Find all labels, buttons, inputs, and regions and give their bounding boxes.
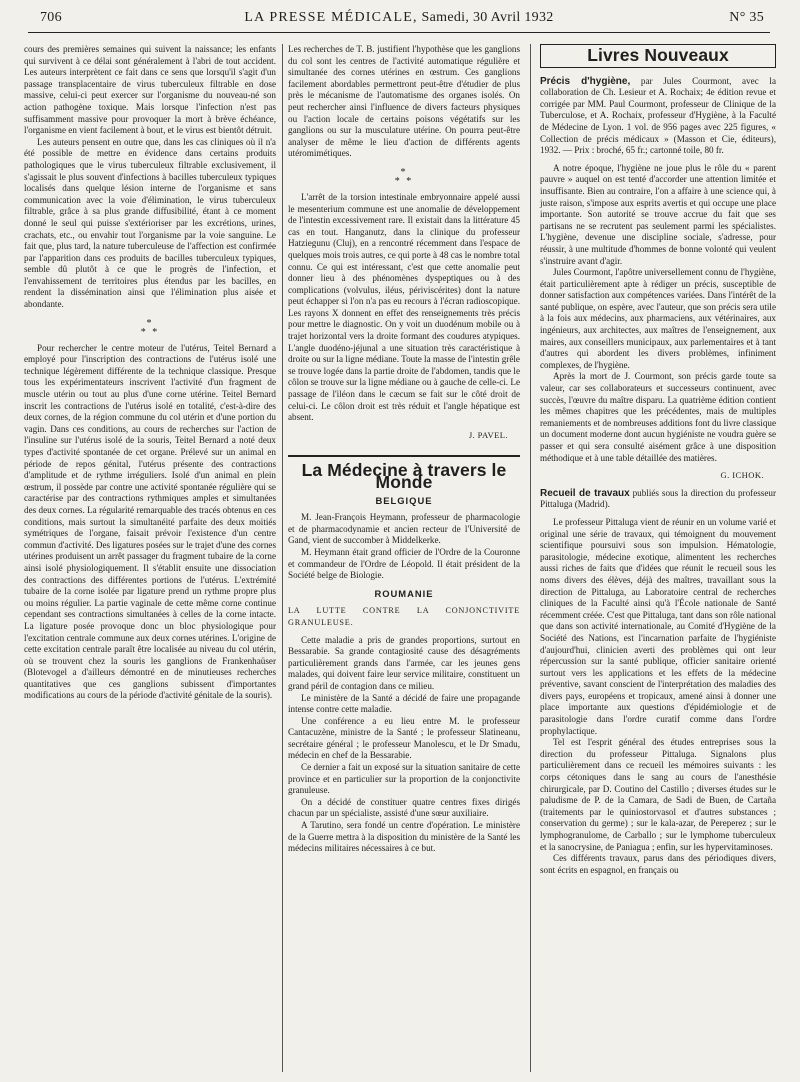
paragraph: Le professeur Pittaluga vient de réunir en un volume varié et original une série de travaux, qui témoignent du mouvement scientifique poursuivi sous son impulsion. Hématologie, parasitologie, médecine exotique, alimentent les recherches aussi riches de faits que d'idées que réunit le recueil sous les noms divers des élèves, déjà des maîtres, travaillant sous la direction de Pittaluga, au Laboratoire central de recherches cliniques de la Faculté ainsi qu'à l'École nationale de Santé récemment créée. C'est que Pittaluga, tant dans son rôle national que dans son activité internationale, au Comité d'Hygiène de la Société des Nations, est l'incarnation parfaite de l'hygiéniste d'aujourd'hui, clinicien averti des problèmes qui ont leur répercussion sur la santé publique, officier sanitaire orienté surtout vers les applications et les effets de la médecine préventive, savant conscient de l'interprétation des maladies des divers pays, européens et tropicaux, amené ainsi à donner une place importante aux questions d'épidémiologie et de parasitologie dans l'ordre curatif comme dans l'ordre prophylactique.: [540, 516, 776, 736]
column-divider: [282, 44, 283, 1072]
paragraph: A Tarutino, sera fondé un centre d'opération. Le ministère de la Guerre mettra à la disposition du ministère de la Santé les médecins militaires nécessaires à ce but.: [288, 820, 520, 854]
paragraph: Jules Courmont, l'apôtre universellement connu de l'hygiène, était particulièrement apte à rédiger un précis, susceptible de donner satisfaction aux compétences variées. Dans l'intérêt de la santé publique, on espère, avec l'auteur, que son précis sera utile à la fois aux médecins, aux pharmaciens, aux vétérinaires, aux ingénieurs, aux architectes, aux maîtres de l'enseignement, aux maires, aux conseillers municipaux, aux parlementaires et à tant d'autres qui abordent les divers problèmes, infiniment complexes, de l'hygiène.: [540, 267, 776, 370]
paragraph: L'arrêt de la torsion intestinale embryonnaire appelé aussi le mesenterium commune est une anomalie de développement de l'intestin excessivement rare. Il existait dans la littérature 45 cas en tout. Hanganutz, dans la clinique du professeur Hatziegunu (Cluj), en a rencontré récemment dans l'espace de quelques mois trois autres, ce qui porte à 48 cas le nombre total connu. Ce qui est intéressant, c'est que cette anomalie peut donner lieu à des phénomènes dyspeptiques ou à des complications (volvulus, iléus, périviscérites) dont la nature peut échapper si l'on n'a pas eu recours à l'écran radioscopique. Les rayons X donnent en effet des renseignements très précis pour mettre le diagnostic. On y voit un duodénum mobile ou à trajet horizontal vers la droite formant des coudures atypiques. L'angle duodéno-jéjunal a une situation très caractéristique à droite ou sur la ligne médiane. Toute la masse de l'intestin grêle se trouve logée dans la partie droite de l'abdomen, tandis que le côlon se trouve sur la ligne médiane ou à gauche de celle-ci. Le passage de l'iléon dans le cæcum se fait sur le côté droit de celui-ci. Le côlon droit est très réduit et l'angle hépatique est absent.: [288, 191, 520, 423]
header-rule: [28, 32, 770, 33]
book-details: par Jules Courmont, avec la collaboration de Ch. Lesieur et A. Rochaix; 4e édition revue et corrigée par MM. Paul Courmont, professeur de Clinique de la Tuberculose, et A. Rochaix, professeur d'Hygiène, à la Faculté de Médecine de Lyon. 1 vol. de 956 pages avec 225 figures, « Collection de précis médicaux » (Masson et Cie, éditeurs), 1932. — Prix : broché, 65 fr.; cartonné toile, 80 fr.: [540, 75, 776, 156]
paragraph: Ces différents travaux, parus dans des périodiques divers, sont écrits en espagnol, en français ou: [540, 853, 776, 875]
paragraph: A notre époque, l'hygiène ne joue plus le rôle du « parent pauvre » auquel on est tenté d'accorder une attention limitée et insuffisante. Bien au contraire, l'on a affaire à une science qui, à juste raison, s'impose aux esprits avertis et qui occupe une place importante. Son autorité se trouve accrue du fait que ses partisans ne se recrutent pas seulement parmi les spécialistes. L'hygiène, devenue une discipline sociale, s'adresse, pour réussir, à une multitude d'hommes de bonne volonté qui veulent s'instruire avant d'agir.: [540, 162, 776, 266]
journal-name: LA PRESSE MÉDICALE,: [244, 10, 418, 25]
section-break-asterisks: * * *: [394, 166, 414, 187]
section-title-box: [540, 44, 776, 68]
paragraph: Les auteurs pensent en outre que, dans les cas cliniques où il n'a été possible de mettre en évidence dans certains produits pathologiques que le virus tuberculeux filtrable exclusivement, il s'agissait le plus souvent d'infections à bacilles tuberculeux typiques localisés dans quelque lésion interne de l'organisme et sans communication avec la voie d'élimination, le virus tuberculeux filtrable, grâce à sa plus grande diffusibilité, étant à ce moment donné le seul qui puisse s'extérioriser par les excrétions, urines, crachats, etc., ou envahir tout l'organisme par la voie sanguine. Le fait que, plus tard, la nature tuberculeuse de l'affection est confirmée par l'apparition dans ces produits de bacilles tuberculeux typiques, semble dû plutôt à ce que le progrès de l'infection, et l'envahissement de territoires plus étendus par les bacilles, en rendent la dissémination ainsi que l'élimination plus aisée et abondante.: [24, 136, 276, 310]
paragraph: Ce dernier a fait un exposé sur la situation sanitaire de cette province et en particulier sur la proportion de la conjonctivite granuleuse.: [288, 762, 520, 796]
paragraph: Cette maladie a pris de grandes proportions, surtout en Bessarabie. Sa grande contagiosité cause des désagréments particulièrement grands dans l'armée, car les jeunes gens malades, qui doivent faire leur service militaire, constituent un grand péril de contagion dans ce milieu.: [288, 634, 520, 691]
section-title: La Médecine à travers le Monde: [301, 460, 507, 492]
paragraph: Les recherches de T. B. justifient l'hypothèse que les ganglions du col sont les centres de l'activité automatique régulière et simultanée des cornes utérines en œstrum. Ces ganglions facilement abordables permettront peut-être d'étudier de plus près le mécanisme de l'automatisme des organes isolés. On peut rechercher ainsi l'influence de divers facteurs physiques ou l'action locale de certains poisons végétatifs sur les ganglions ou sur la musculature utérine. On pourra peut-être analyser de même le lieu d'action de différents agents utéromimétiques.: [288, 44, 520, 159]
book-entry: [540, 76, 776, 157]
paragraph: Le ministère de la Santé a décidé de faire une propagande intense contre cette maladie.: [288, 692, 520, 715]
book-title: Précis d'hygiène,: [540, 75, 631, 87]
book-title: Recueil de travaux: [540, 487, 630, 499]
author-signature: J. PAVEL.: [468, 429, 508, 440]
book-entry: [540, 488, 776, 511]
paragraph: M. Heymann était grand officier de l'Ordre de la Couronne et commandeur de l'Ordre de Léopold. Il était président de la Société belge de Biologie.: [288, 546, 520, 581]
country-heading: ROUMANIE: [374, 587, 434, 599]
column-2: [288, 44, 520, 855]
paragraph: cours des premières semaines qui suivent la naissance; les enfants qui survivent à ce délai sont généralement à l'abri de tout accident. Les auteurs interprètent ce fait dans ce sens que lorsqu'il s'agit d'un passage transplacentaire de virus tuberculeux filtrable en dose massive, celui-ci peut exercer sur l'organisme du nouveau-né son action pathogène toxique. Mais lorsque l'infection n'est pas suffisamment massive pour provoquer la mort à brève échéance, l'organisme en vient facilement à bout, et le virus est bientôt détruit.: [24, 44, 276, 136]
column-divider: [530, 44, 531, 1072]
paragraph: Après la mort de J. Courmont, son précis garde toute sa valeur, car ses collaborateurs et successeurs continuent, avec succès, l'œuvre du maître disparu. La quatrième édition contient les mêmes chapitres que les précédentes, mais de multiples remaniements et de nombreuses additions font du livre classique un document moderne dont aucun hygiéniste ne voudra guère se passer et qui sera consulté aisément grâce à une disposition méthodique et à une table détaillée des matières.: [540, 371, 776, 463]
column-1: [24, 44, 276, 702]
review-signature: G. ICHOK.: [720, 470, 764, 481]
section-title: Livres Nouveaux: [587, 45, 729, 65]
header-title: [28, 10, 770, 26]
section-rule: [288, 455, 520, 457]
book-details: publiés sous la direction du professeur Pittaluga (Madrid).: [540, 487, 776, 510]
paragraph: On a décidé de constituer quatre centres fixes dirigés chacun par un spécialiste, assisté d'une sœur auxiliaire.: [288, 796, 520, 819]
issue-number: N° 35: [729, 10, 764, 25]
country-heading: BELGIQUE: [375, 494, 433, 506]
paragraph: Une conférence a eu lieu entre M. le professeur Cantacuzène, ministre de la Santé ; le professeur Slatineanu, secrétaire général ; le professeur Manolescu, et le Dr Smadu, médecin en chef de la Bessarabie.: [288, 715, 520, 761]
paragraph: M. Jean-François Heymann, professeur de pharmacologie et de pharmacodynamie et ancien recteur de l'Université de Gand, vient de succomber à Middelkerke.: [288, 512, 520, 546]
subheading: LA LUTTE CONTRE LA CONJONCTIVITE GRANULEUSE.: [288, 606, 520, 627]
paragraph: Tel est l'esprit général des études entreprises sous la direction du professeur Pittaluga. Signalons plus particulièrement dans ce recueil les mémoires suivants : les corps cétoniques dans le sang au cours de l'anesthésie chirurgicale, par D. Coutino del Castillo ; diverses études sur le paludisme de P. de la Camara, de Sadi de Buen, de Cartaña (traitements par le quiniostorvasol et d'autres substances ; conservation du germe) ; sur le kala-azar, de Pereperez ; sur le lymphogranulome, de Carballo ; sur le lymphome tuberculeux et la sanocrysine, de Paniagua ; enfin, sur les hypervitaminoses.: [540, 737, 776, 852]
paragraph: Pour rechercher le centre moteur de l'utérus, Teitel Bernard a employé pour l'inscription des contractions de l'utérus isolé une technique légèrement différente de la technique classique. Presque tous les expérimentateurs inscrivent l'activité d'un fragment de muscle utérin ou tout au plus d'une corne utérine. Teitel Bernard inscrit les contractions de l'utérus isolé en totalité, c'est-à-dire des deux cornes, de la région commune du col utérin et d'une portion du vagin. Dans ces conditions, au cours de recherches sur l'action de l'insuline sur l'utérus isolé de la souris, Teitel Bernard a noté deux types d'activité spontanée de cet organe. Prélevé sur un animal en période de repos génital, l'utérus présente des contractions d'amplitude et de rythme irréguliers. Isolé d'un animal en plein œstrum, il possède par contre une activité spontanée régulière qui se caractérise par des contractions rythmiques amples et simultanées des deux cornes. La régularité remarquable des tracés obtenus en ces conditions, mais surtout la simultanéité parfaite des deux moitiés symétriques de l'organe, faisait prévoir l'existence d'un centre commun d'activité. Des ligatures posées sur le trajet d'une des cornes utérines produisent un arrêt passager du fragment tubaire de la corne ainsi isolé physiologiquement. Il s'établit ensuite une dissociation des contractions des différentes portions de l'utérus. L'extrémité tubaire de la corne isolée par ligature prend un rythme propre plus ou moins régulier. La partie vaginale de cette même corne continue cependant ses contractions simultanées à celles de la corne intacte. La ligature posée provoque donc un bloc physiologique pour l'excitation centrale commune aux deux cornes utérines. L'origine de cette excitation centrale paraît être localisée au niveau du col utérin, où se trouvent chez la souris les ganglions de Frankenhaüser (Blotevogel a d'ailleurs démontré en de minutieuses recherches quantitatives que ces ganglions subissent d'importantes modifications au cours de la période d'activité génitale de la souris).: [24, 342, 276, 701]
column-3: [540, 44, 776, 876]
issue-date: Samedi, 30 Avril 1932: [421, 10, 554, 25]
section-break-asterisks: * * *: [140, 317, 160, 338]
page-number: 706: [40, 10, 62, 25]
